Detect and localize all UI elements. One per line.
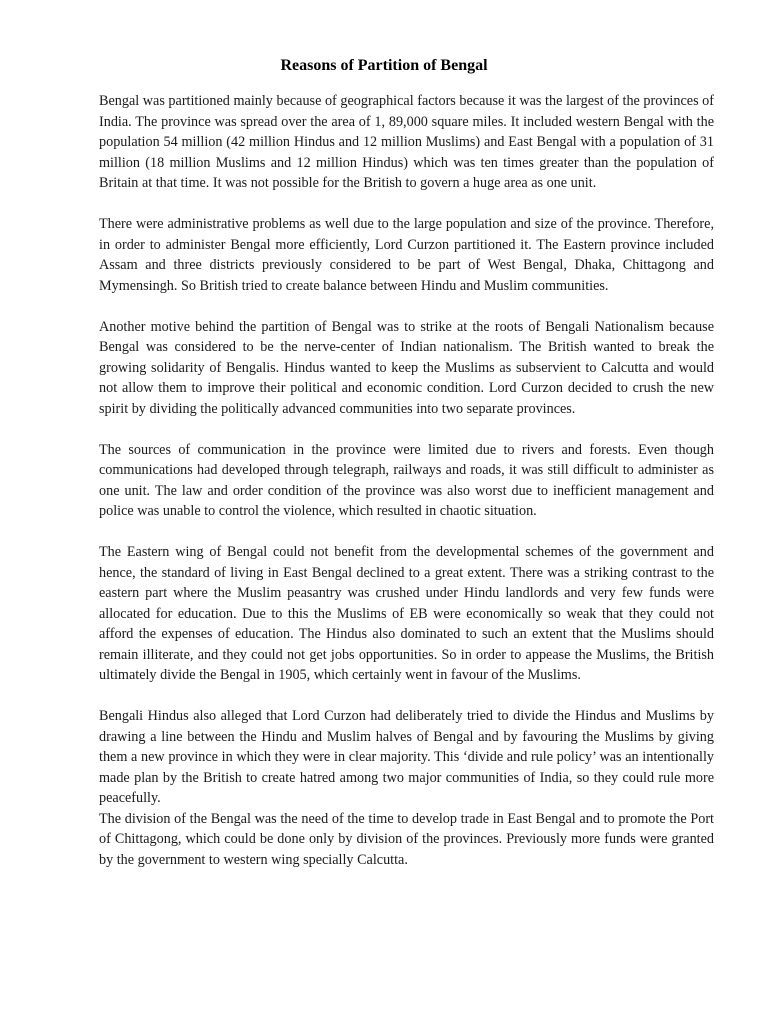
paragraph-nationalism: Another motive behind the partition of Bengal was to strike at the roots of Bengali Nationalism because Bengal was considered to be the nerve-center of Indian nationalism. The British wanted to break the growing solidarity of Bengalis. Hindus wanted to keep the Muslims as subservient to Calcutta and would not allow them to improve their political and economic condition. Lord Curzon decided to crush the new spirit by dividing the politically advanced communities into two separate provinces.: [99, 318, 714, 417]
paragraph-administration: There were administrative problems as well due to the large population and size of the province. Therefore, in order to administer Bengal more efficiently, Lord Curzon partitioned it. The Eastern province included Assam and three districts previously considered to be part of West Bengal, Dhaka, Chittagong and Mymensingh. So British tried to create balance between Hindu and Muslim communities.: [99, 216, 714, 294]
paragraph-eastern-wing: The Eastern wing of Bengal could not benefit from the developmental schemes of the government and hence, the standard of living in East Bengal declined to a great extent. There was a striking contrast to the eastern part where the Muslim peasantry was crushed under Hindu landlords and very few funds were allocated for education. Due to this the Muslims of EB were economically so weak that they could not afford the expenses of education. The Hindus also dominated to such an extent that the Muslims should remain illiterate, and they could not get jobs opportunities. So in order to appease the Muslims, the British ultimately divide the Bengal in 1905, which certainly went in favour of the Muslims.: [99, 544, 714, 683]
paragraph-trade: The division of the Bengal was the need of the time to develop trade in East Bengal and to promote the Port of Chittagong, which could be done only by division of the provinces. Previously more funds were granted by the government to western wing specially Calcutta.: [99, 810, 714, 868]
paragraph-communication: The sources of communication in the province were limited due to rivers and forests. Even though communications had developed through telegraph, railways and roads, it was still difficult to administer as one unit. The law and order condition of the province was also worst due to inefficient management and police was unable to control the violence, which resulted in chaotic situation.: [99, 441, 714, 519]
paragraph-geography: Bengal was partitioned mainly because of geographical factors because it was the largest of the provinces of India. The province was spread over the area of 1, 89,000 square miles. It included western Bengal with the population 54 million (42 million Hindus and 12 million Muslims) and East Bengal with a population of 31 million (18 million Muslims and 12 million Hindus) which was ten times greater than the population of Britain at that time. It was not possible for the British to govern a huge area as one unit.: [99, 93, 714, 191]
document-body: [99, 91, 714, 870]
page-title: Reasons of Partition of Bengal: [280, 57, 488, 74]
paragraph-divide-and-rule: Bengali Hindus also alleged that Lord Curzon had deliberately tried to divide the Hindus and Muslims by drawing a line between the Hindu and Muslim halves of Bengal and by favouring the Muslims by giving them a new province in which they were in clear majority. This ‘divide and rule policy’ was an intentionally made plan by the British to create hatred among two major communities of India, so they could rule more peacefully.: [99, 708, 714, 806]
